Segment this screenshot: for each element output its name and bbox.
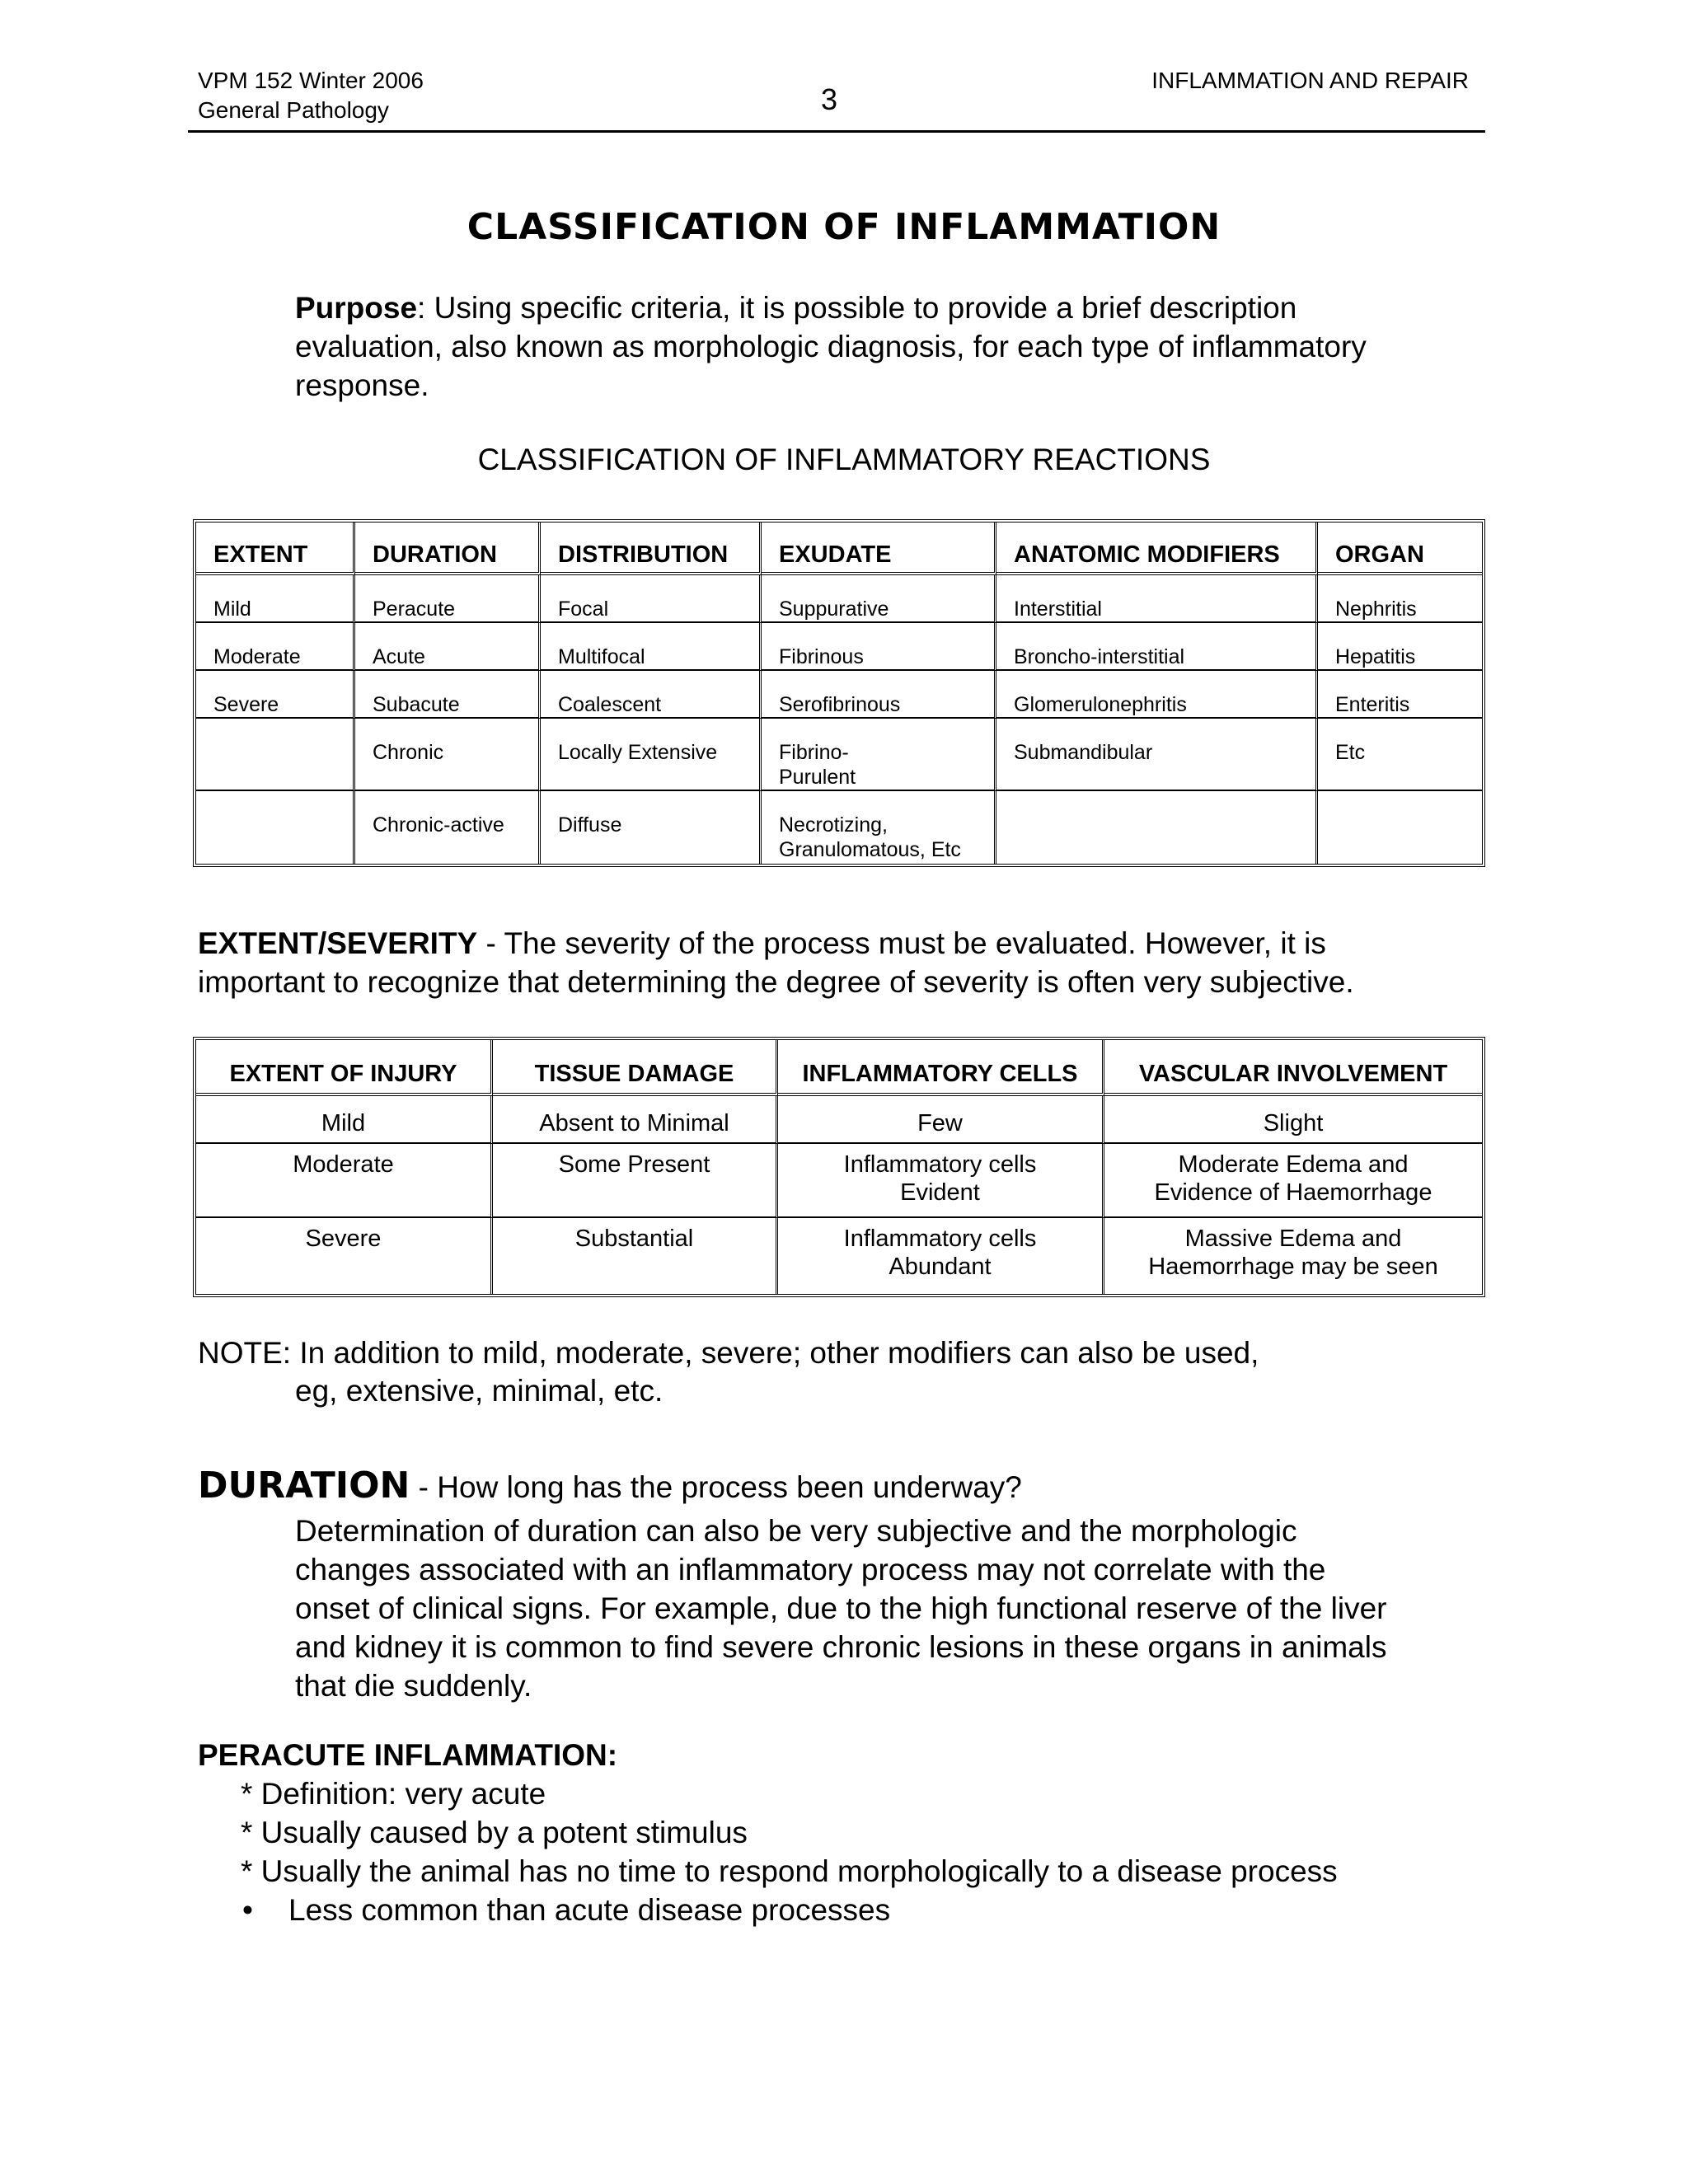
extent-line: important to recognize that determining the degree of severity is often very subjective.	[198, 965, 1354, 999]
table1-cell: Multifocal	[541, 623, 762, 671]
table2-row	[196, 1144, 1482, 1218]
table1-cell: Etc	[1318, 719, 1482, 791]
duration-line: changes associated with an inflammatory process may not correlate with the	[295, 1553, 1326, 1586]
table2-row	[196, 1096, 1482, 1144]
table2-cell: Inflammatory cells Abundant	[778, 1218, 1104, 1294]
table1-cell	[196, 719, 355, 791]
course-label: VPM 152 Winter 2006	[198, 68, 424, 93]
table1-cell: Necrotizing, Granulomatous, Etc	[762, 791, 996, 864]
note-line: eg, extensive, minimal, etc.	[295, 1374, 663, 1408]
table2-cell: Massive Edema and Haemorrhage may be seen	[1148, 1226, 1438, 1280]
table2-header: EXTENT OF INJURY	[196, 1040, 493, 1096]
note-line: NOTE: In addition to mild, moderate, severe; other modifiers can also be used,	[198, 1336, 1259, 1370]
table2-cell: Substantial	[493, 1218, 778, 1294]
table1-cell	[1318, 791, 1482, 864]
chapter-label: INFLAMMATION AND REPAIR	[1151, 68, 1469, 93]
table1-header: ANATOMIC MODIFIERS	[996, 523, 1318, 575]
extent-paragraph	[198, 924, 1354, 1001]
table1-cell: Acute	[355, 623, 541, 671]
page-title: CLASSIFICATION OF INFLAMMATION	[467, 206, 1221, 248]
duration-paragraph	[295, 1511, 1386, 1705]
peracute-item: * Usually caused by a potent stimulus	[241, 1816, 748, 1849]
table2-cell: Severe	[196, 1218, 493, 1294]
classification-table	[193, 519, 1485, 867]
peracute-item-text: Less common than acute disease processes	[288, 1893, 891, 1927]
subject-label: General Pathology	[198, 97, 389, 123]
purpose-line: : Using specific criteria, it is possible to provide a brief description	[417, 291, 1297, 325]
purpose-label: Purpose	[295, 291, 418, 325]
peracute-item: * Definition: very acute	[241, 1777, 546, 1811]
table1-header: ORGAN	[1318, 523, 1482, 575]
table2-cell: Moderate Edema and Evidence of Haemorrhage	[1104, 1144, 1482, 1218]
header-rule	[188, 130, 1485, 133]
table1-header: DISTRIBUTION	[541, 523, 762, 575]
table1-row	[196, 623, 1482, 671]
duration-line: onset of clinical signs. For example, due to the high functional reserve of the liver	[295, 1591, 1387, 1625]
table1-cell: Locally Extensive	[541, 719, 762, 791]
table1-cell: Glomerulonephritis	[996, 671, 1318, 719]
table2-cell: Absent to Minimal	[493, 1096, 778, 1144]
table2-header: TISSUE DAMAGE	[493, 1040, 778, 1096]
table1-header-row	[196, 523, 1482, 575]
table2-cell: Few	[778, 1096, 1104, 1144]
extent-label: EXTENT/SEVERITY	[198, 926, 478, 960]
table2-header: VASCULAR INVOLVEMENT	[1104, 1040, 1482, 1096]
table2-header: INFLAMMATORY CELLS	[778, 1040, 1104, 1096]
table1-cell: Enteritis	[1318, 671, 1482, 719]
table1-cell: Severe	[196, 671, 355, 719]
bullet-marker: •	[242, 1893, 253, 1927]
table1-cell: Interstitial	[996, 575, 1318, 623]
page-number: 3	[821, 82, 838, 116]
table1-cell: Mild	[196, 575, 355, 623]
table1-cell: Focal	[541, 575, 762, 623]
extent-line: - The severity of the process must be evaluated. However, it is	[477, 926, 1326, 960]
peracute-item	[241, 1891, 1338, 1929]
severity-table	[193, 1037, 1485, 1297]
table1-cell: Nephritis	[1318, 575, 1482, 623]
table1-cell: Serofibrinous	[762, 671, 996, 719]
duration-question: - How long has the process been underway?	[410, 1470, 1022, 1504]
table1-cell: Coalescent	[541, 671, 762, 719]
table2-cell: Moderate	[196, 1144, 493, 1218]
table1-cell	[196, 791, 355, 864]
table1-cell	[996, 791, 1318, 864]
table1-cell: Subacute	[355, 671, 541, 719]
purpose-paragraph	[295, 288, 1367, 405]
table2-row	[196, 1218, 1482, 1294]
table1-cell: Chronic	[355, 719, 541, 791]
table1-cell: Suppurative	[762, 575, 996, 623]
table1-row	[196, 791, 1482, 864]
duration-heading	[198, 1465, 1022, 1507]
table1-cell: Hepatitis	[1318, 623, 1482, 671]
table2-cell: Inflammatory cells Evident	[778, 1144, 1104, 1218]
purpose-line: evaluation, also known as morphologic diagnosis, for each type of inflammatory	[295, 330, 1367, 363]
table1-caption: CLASSIFICATION OF INFLAMMATORY REACTIONS	[477, 443, 1211, 476]
table1-header: EXTENT	[196, 523, 355, 575]
table1-row	[196, 719, 1482, 791]
table1-cell: Diffuse	[541, 791, 762, 864]
duration-line: that die suddenly.	[295, 1669, 532, 1703]
duration-line: and kidney it is common to find severe chronic lesions in these organs in animals	[295, 1630, 1387, 1664]
table1-cell: Peracute	[355, 575, 541, 623]
table1-cell: Submandibular	[996, 719, 1318, 791]
duration-label: DURATION	[198, 1465, 410, 1507]
peracute-list	[241, 1774, 1338, 1929]
table1-row	[196, 575, 1482, 623]
purpose-line: response.	[295, 368, 429, 402]
table2-header-row	[196, 1040, 1482, 1096]
table2-cell: Slight	[1104, 1096, 1482, 1144]
table1-header: DURATION	[355, 523, 541, 575]
duration-line: Determination of duration can also be very subjective and the morphologic	[295, 1514, 1297, 1548]
table1-cell: Moderate	[196, 623, 355, 671]
table1-cell: Chronic-active	[355, 791, 541, 864]
peracute-item: * Usually the animal has no time to respond morphologically to a disease process	[241, 1854, 1338, 1888]
table1-header: EXUDATE	[762, 523, 996, 575]
table2-cell: Mild	[196, 1096, 493, 1144]
table1-cell: Broncho-interstitial	[996, 623, 1318, 671]
table1-cell: Fibrino- Purulent	[762, 719, 996, 791]
table1-row	[196, 671, 1482, 719]
peracute-heading: PERACUTE INFLAMMATION:	[198, 1738, 618, 1772]
table1-cell: Fibrinous	[762, 623, 996, 671]
table2-cell: Some Present	[493, 1144, 778, 1218]
